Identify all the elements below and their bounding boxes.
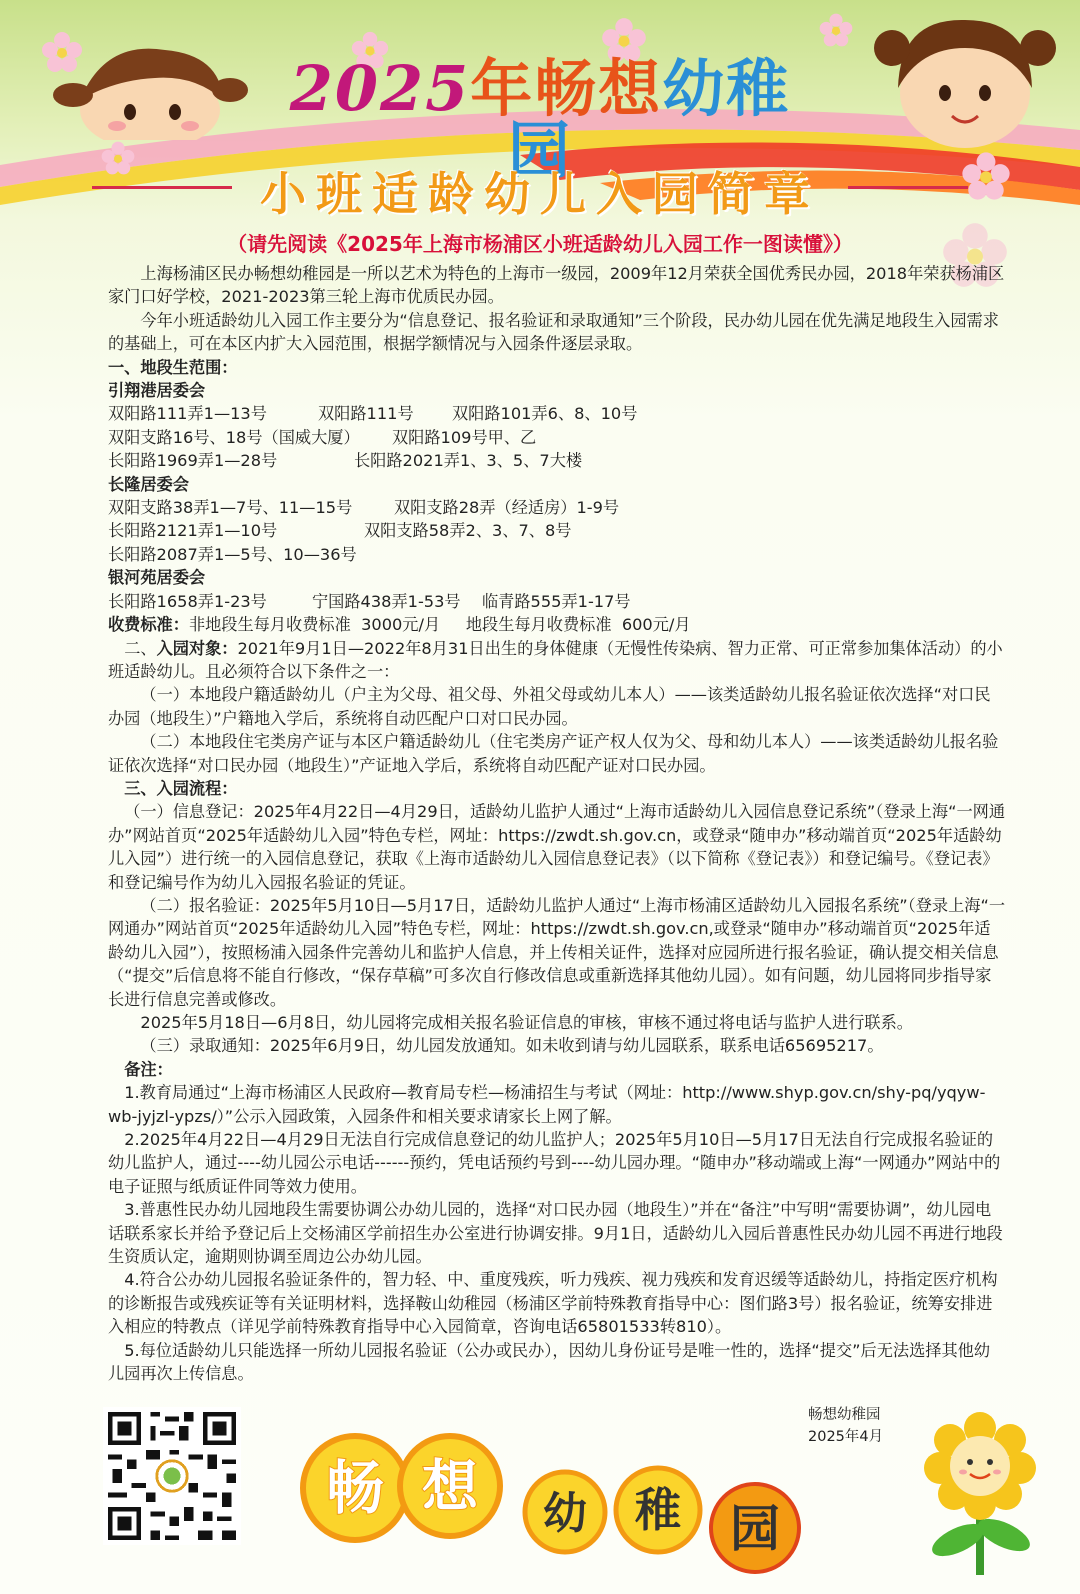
section-prefix: 二、 (124, 638, 157, 658)
flower-icon (818, 12, 854, 48)
sunflower-icon (918, 1410, 1043, 1580)
logo-char: 畅 (325, 1454, 385, 1522)
address-row (108, 543, 1006, 566)
notes-heading: 备注： (124, 1059, 173, 1079)
fee-label: 收费标准： (108, 615, 189, 635)
note-item: 2.2025年4月22日—4月29日无法自行完成信息登记的幼儿监护人；2025年5月10日—5月17日无法自行完成报名验证的幼儿监护人，通过----幼儿园公示电话------预约，凭电话预约号到----幼儿园办理。“随申办”移动端或上海“一网通办”网站中的电子证照与纸质证件同等效力使用。 (108, 1130, 1001, 1196)
intro-paragraph: 今年小班适龄幼儿入园工作主要分为“信息登记、报名验证和录取通知”三个阶段，民办幼儿园在优先满足地段生入园需求的基础上，可在本区内扩大入园范围，根据学额情况与入园条件逐层录取。 (108, 310, 999, 354)
process-step: （一）信息登记：2025年4月22日—4月29日，适龄幼儿监护人通过“上海市适龄幼儿入园信息登记系统”（登录上海“一网通办”网站首页“2025年适龄幼儿入园”特色专栏，网址：https://zwdt.sh.gov.cn，或登录“随申办”移动端首页“2025年适龄幼儿入园”）进行统一的入园信息登记，获取《上海市适龄幼儿入园信息登记表》（以下简称《登记表》）和登记编号。《登记表》和登记编号作为幼儿入园报名验证的凭证。 (108, 802, 1006, 892)
committee-name: 引翔港居委会 (108, 381, 206, 401)
address-item: 长阳路1658弄1-23号 (108, 591, 267, 611)
address-item: 双阳路101弄6、8、10号 (452, 404, 638, 424)
org-name: 畅想幼稚园 (808, 1407, 881, 1423)
logo-char: 稚 (635, 1483, 681, 1537)
intro-paragraph: 上海杨浦区民办畅想幼稚园是一所以艺术为特色的上海市一级园，2009年12月荣获全国优秀民办园，2018年荣获杨浦区家门口好学校，2021-2023第三轮上海市优质民办园。 (108, 264, 1005, 307)
address-item: 长阳路2087弄1—5号、10—36号 (108, 544, 357, 564)
issue-date: 2025年4月 (808, 1429, 884, 1445)
address-item: 双阳路109号甲、乙 (392, 427, 537, 447)
address-item: 长阳路2021弄1、3、5、7大楼 (354, 451, 583, 471)
committee-name: 长隆居委会 (108, 474, 189, 494)
note-item: 4.符合公办幼儿园报名验证条件的，智力轻、中、重度残疾，听力残疾、视力残疾和发育迟缓等适龄幼儿，持指定医疗机构的诊断报告或残疾证等有关证明材料，选择鞍山幼稚园（杨浦区学前特殊教育指导中心：图们路3号）报名验证，统筹安排进入相应的特教点（详见学前特殊教育指导中心入园简章，咨询电话65801533转810）。 (108, 1270, 998, 1337)
title-year: 2025 (289, 52, 471, 125)
address-item: 长阳路2121弄1—10号 (108, 521, 278, 541)
flower-icon (960, 150, 1012, 202)
logo-char: 幼 (543, 1488, 587, 1539)
read-first-note: （请先阅读《2025年上海市杨浦区小班适龄幼儿入园工作一图读懂》） (227, 232, 853, 256)
section-text: 2021年9月1日—2022年8月31日出生的身体健康（无慢性传染病、智力正常、可正常参加集体活动）的小班适龄幼儿。且必须符合以下条件之一： (108, 638, 1003, 681)
address-item: 临青路555弄1-17号 (482, 591, 631, 611)
section-heading: 入园对象： (156, 638, 238, 658)
address-item: 双阳支路38弄1—7号、11—15号 (108, 498, 353, 518)
section-heading: 一、地段生范围： (108, 357, 238, 377)
kindergarten-logo (300, 1430, 820, 1580)
address-item: 双阳路111弄1—13号 (108, 404, 267, 424)
address-item: 双阳支路58弄2、3、7、8号 (364, 521, 572, 541)
fee-line (108, 613, 1006, 636)
condition-item: （二）本地段住宅类房产证与本区户籍适龄幼儿（住宅类房产证产权人仅为父、母和幼儿本人）——该类适龄幼儿报名验证依次选择“对口民办园（地段生）”产证地入学后，系统将自动匹配产证对口民办园。 (108, 732, 999, 775)
qr-code-icon[interactable] (103, 1407, 241, 1545)
address-item: 双阳路111号 (318, 404, 414, 424)
address-row (108, 590, 1006, 613)
address-row (108, 426, 1006, 449)
note-item: 3.普惠性民办幼儿园地段生需要协调公办幼儿园的，选择“对口民办园（地段生）”并在“备注”中写明“需要协调”，幼儿园电话联系家长并给予登记后上交杨浦区学前招生办公室进行协调安排。9月1日，适龄幼儿入园后普惠性民办幼儿园不再进行地段生资质认定，逾期则协调至周边公办幼儿园。 (108, 1200, 1003, 1267)
process-step: （二）报名验证：2025年5月10日—5月17日，适龄幼儿监护人通过“上海市杨浦区适龄幼儿入园报名系统”（登录上海“一网通办”网站首页“2025年适龄幼儿入园”特色专栏，网址：https://zwdt.sh.gov.cn,或登录“随申办”移动端首页“2025年适龄幼儿入园”），按照杨浦入园条件完善幼儿和监护人信息，并上传相关证件，选择对应园所进行报名验证，确认提交相关信息（“提交”后信息将不能自行修改，“保存草稿”可多次自行修改信息或重新选择其他幼儿园）。如有问题，幼儿园将同步指导家长进行信息完善或修改。 (108, 895, 1006, 1009)
note-item: 5.每位适龄幼儿只能选择一所幼儿园报名验证（公办或民办），因幼儿身份证号是唯一性的，选择“提交”后无法选择其他幼儿园再次上传信息。 (108, 1340, 991, 1384)
section-heading: 三、入园流程： (124, 778, 238, 798)
address-item: 长阳路1969弄1—28号 (108, 451, 278, 471)
address-item: 宁国路438弄1-53号 (312, 591, 461, 611)
cartoon-kid-right-icon (870, 8, 1060, 148)
title-part2: 幼稚园 (507, 52, 791, 187)
address-row (108, 402, 1006, 425)
cartoon-kid-left-icon (45, 40, 255, 140)
address-item: 双阳支路16号、18号（国威大厦） (108, 427, 360, 447)
condition-item: （一）本地段户籍适龄幼儿（户主为父母、祖父母、外祖父母或幼儿本人）——该类适龄幼儿报名验证依次选择“对口民办园（地段生）”户籍地入学后，系统将自动匹配户口对口民办园。 (108, 685, 991, 728)
address-row (108, 496, 1006, 519)
address-row (108, 449, 1006, 472)
process-step: （三）录取通知：2025年6月9日，幼儿园发放通知。如未收到请与幼儿园联系，联系电话65695217。 (140, 1036, 884, 1056)
fee-text: 非地段生每月收费标准 3000元/月 地段生每月收费标准 600元/月 (188, 615, 691, 635)
address-row (108, 519, 1006, 542)
main-content (108, 262, 1006, 1386)
committee-name: 银河苑居委会 (108, 568, 206, 588)
page-subtitle: 小班适龄幼儿入园简章 (260, 167, 820, 221)
address-item: 双阳支路28弄（经适房）1-9号 (394, 498, 620, 518)
logo-char: 想 (422, 1455, 478, 1520)
subtitle-divider-right (848, 186, 968, 189)
review-note: 2025年5月18日—6月8日，幼儿园将完成相关报名验证信息的审核，审核不通过将电话与监护人进行联系。 (140, 1013, 913, 1032)
note-item: 1.教育局通过“上海市杨浦区人民政府—教育局专栏—杨浦招生与考试（网址：http://www.shyp.gov.cn/shy-pq/yqyw-wb-jyjzl-ypzs/）”公示入园政策，入园条件和相关要求请家长上网了解。 (108, 1083, 986, 1126)
title-part1: 年畅想 (470, 52, 663, 125)
logo-char: 园 (730, 1500, 780, 1558)
flower-icon (100, 140, 136, 176)
section-two (108, 637, 1006, 684)
subtitle-divider-left (92, 186, 232, 189)
